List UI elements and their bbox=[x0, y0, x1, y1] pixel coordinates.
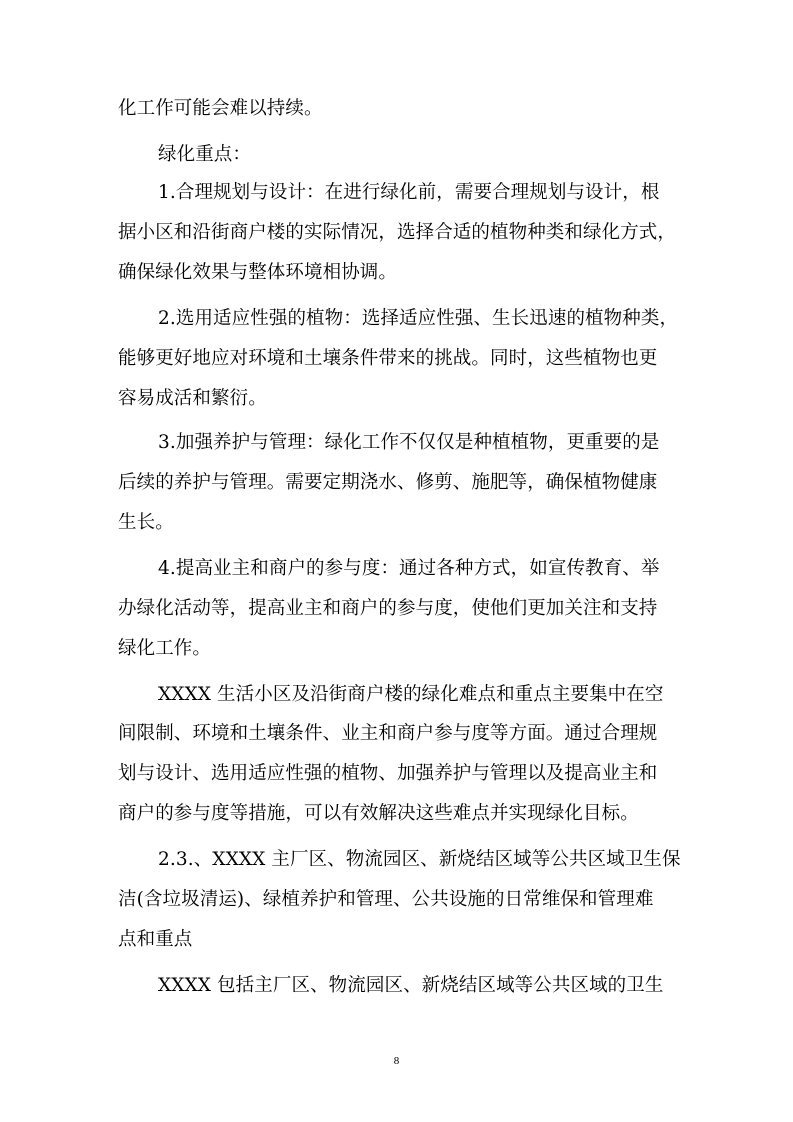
list-item-4-line-3: 绿化工作。 bbox=[118, 638, 212, 659]
list-item-4-line-2: 办绿化活动等，提高业主和商户的参与度，使他们更加关注和支持 bbox=[118, 598, 658, 619]
section-title-line-2: 洁(含垃圾清运)、绿植养护和管理、公共设施的日常维保和管理难 bbox=[118, 889, 654, 910]
summary-line-3: 划与设计、选用适应性强的植物、加强养护与管理以及提高业主和 bbox=[118, 763, 658, 784]
text-line: 化工作可能会难以持续。 bbox=[118, 98, 323, 119]
list-item-3-line-2: 后续的养护与管理。需要定期浇水、修剪、施肥等，确保植物健康 bbox=[118, 472, 658, 493]
page-number: 8 bbox=[393, 1055, 400, 1067]
summary-line-4: 商户的参与度等措施，可以有效解决这些难点并实现绿化目标。 bbox=[118, 803, 639, 824]
list-item-1-line-1: 1.合理规划与设计：在进行绿化前，需要合理规划与设计，根 bbox=[158, 182, 660, 203]
section-title-line-3: 点和重点 bbox=[118, 929, 193, 950]
summary-line-2: 间限制、环境和土壤条件、业主和商户参与度等方面。通过合理规 bbox=[118, 723, 658, 744]
section-title-line-1: 2.3.、XXXX 主厂区、物流园区、新烧结区域等公共区域卫生保 bbox=[158, 849, 681, 870]
list-item-1-line-2: 据小区和沿街商户楼的实际情况，选择合适的植物种类和绿化方式， bbox=[118, 222, 677, 243]
list-item-1-line-3: 确保绿化效果与整体环境相协调。 bbox=[118, 262, 398, 283]
list-item-2-line-1: 2.选用适应性强的植物：选择适应性强、生长迅速的植物种类， bbox=[158, 308, 679, 329]
list-item-2-line-2: 能够更好地应对环境和土壤条件带来的挑战。同时，这些植物也更 bbox=[118, 348, 658, 369]
list-item-4-line-1: 4.提高业主和商户的参与度：通过各种方式，如宣传教育、举 bbox=[158, 558, 660, 579]
section-heading: 绿化重点： bbox=[158, 144, 252, 165]
list-item-3-line-3: 生长。 bbox=[118, 512, 174, 533]
summary-line-1: XXXX 生活小区及沿街商户楼的绿化难点和重点主要集中在空 bbox=[158, 684, 664, 705]
list-item-2-line-3: 容易成活和繁衍。 bbox=[118, 388, 267, 409]
list-item-3-line-1: 3.加强养护与管理：绿化工作不仅仅是种植植物，更重要的是 bbox=[158, 432, 660, 453]
body-line: XXXX 包括主厂区、物流园区、新烧结区域等公共区域的卫生 bbox=[158, 975, 664, 996]
